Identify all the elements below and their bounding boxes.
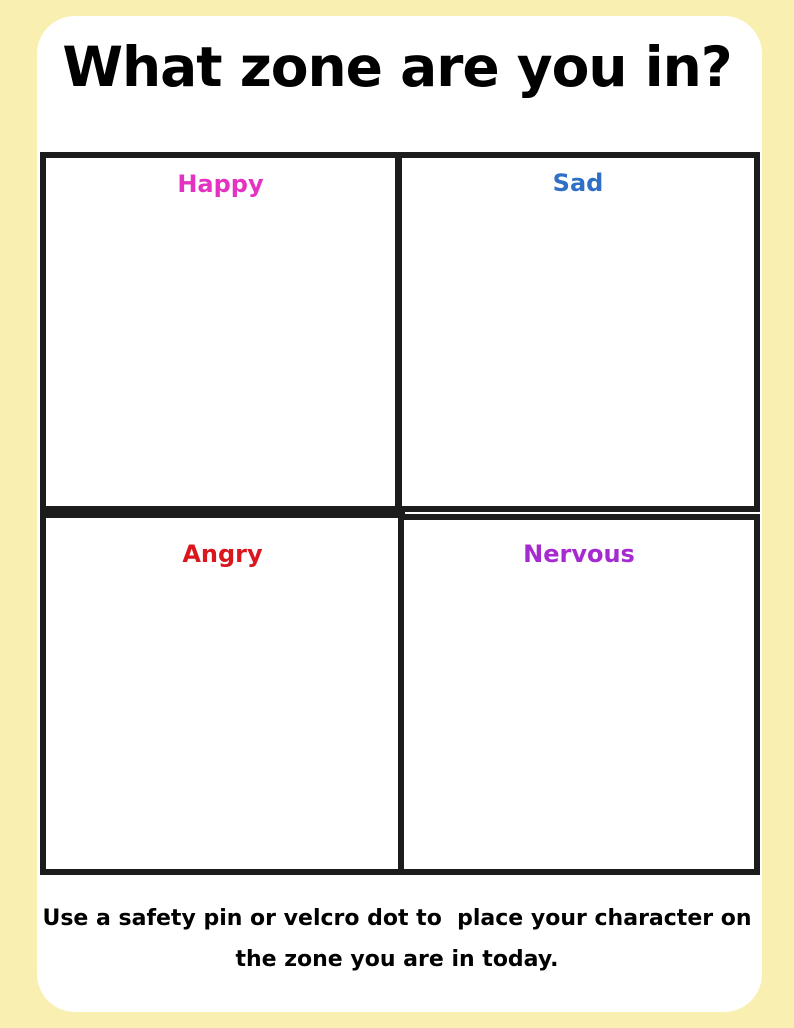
instructions-line-1: Use a safety pin or velcro dot to place your character on (42, 906, 752, 931)
zone-nervous-box (398, 514, 760, 875)
zone-happy-label: Happy (177, 170, 264, 198)
page-title: What zone are you in? (62, 35, 732, 99)
zone-happy-box (40, 152, 401, 512)
zone-nervous-label: Nervous (523, 540, 635, 568)
zone-sad-label: Sad (552, 169, 604, 197)
zone-angry-label: Angry (182, 540, 263, 568)
zone-sad-box (396, 152, 760, 512)
instructions-line-2: the zone you are in today. (235, 947, 559, 972)
instructions-text (20, 898, 774, 980)
zone-angry-box (40, 512, 405, 875)
